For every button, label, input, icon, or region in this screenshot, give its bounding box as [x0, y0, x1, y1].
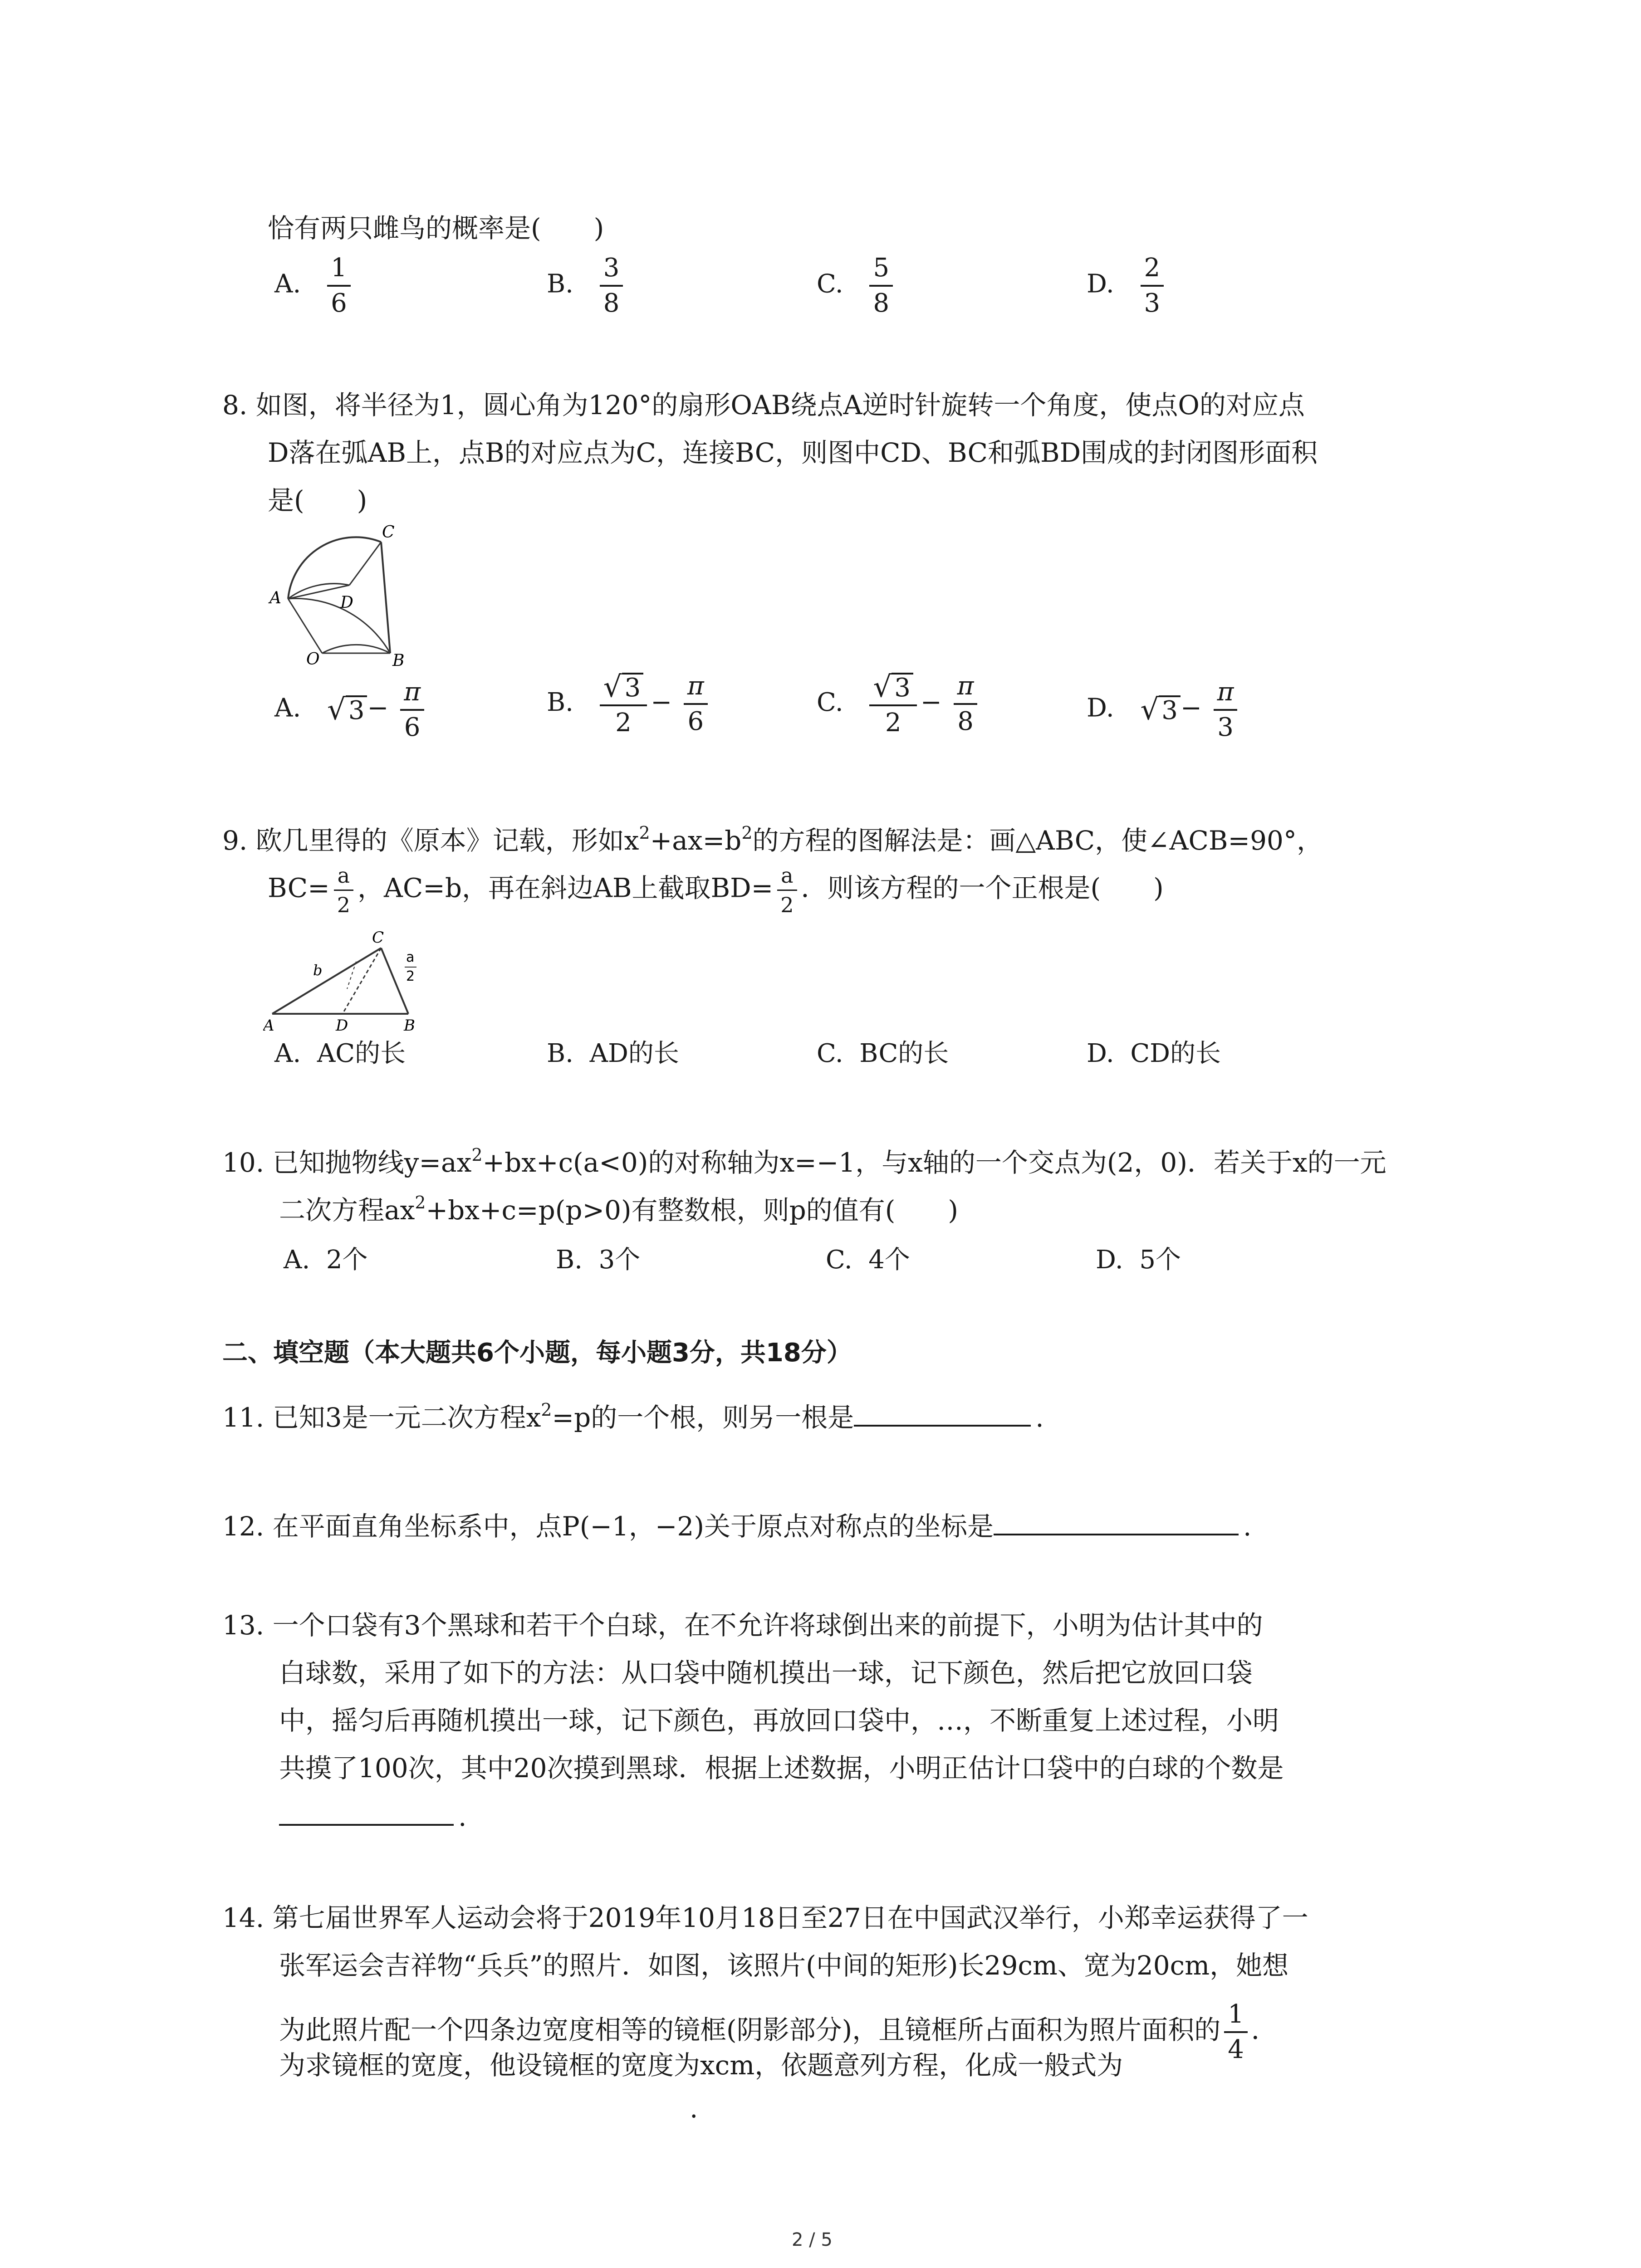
q9-option-c[interactable]: C. BC的长	[817, 1039, 949, 1068]
q11-answer-blank[interactable]	[854, 1399, 1031, 1427]
q9-line-cd	[343, 948, 381, 1014]
q7-option-a[interactable]	[274, 254, 354, 318]
option-fraction: $\frac{3}{8}$	[600, 254, 623, 318]
q9-option-a[interactable]: A. AC的长	[274, 1039, 406, 1068]
q9-label-a: A	[263, 1017, 274, 1034]
q8-option-a[interactable]: A. √ 3 − $\frac{\pi}{6}$	[274, 678, 428, 742]
option-label: A.	[274, 693, 301, 723]
q8-arc-lower	[322, 645, 390, 653]
q7-option-c[interactable]	[817, 254, 896, 318]
q9-line-2: BC= $\frac{a}{2}$ ，AC=b，再在斜边AB上截取BD= $\frac{a}{2}$ ．则该方程的一个正根是( )	[268, 863, 1164, 917]
q9-option-b[interactable]: B. AD的长	[547, 1039, 679, 1068]
q9-figure	[263, 930, 426, 1034]
q8-label-a: A	[269, 589, 281, 607]
q8-option-c[interactable]: C. √ 3 2 − $\frac{\pi}{8}$	[817, 671, 981, 737]
q14-line-3: 为此照片配一个四条边宽度相等的镜框(阴影部分)，且镜框所占面积为照片面积的 $\frac{1}{4}$ ．	[279, 1999, 1278, 2064]
q8-arc-sector	[288, 537, 381, 599]
q8-figure	[263, 522, 426, 671]
q13-answer-line: .	[279, 1799, 466, 1834]
option-fraction: $\frac{5}{8}$	[869, 254, 893, 318]
q9-line-ac	[272, 948, 381, 1014]
q14-line-1: 14. 第七届世界军人运动会将于2019年10月18日至27日在中国武汉举行，小郑幸运获得了一	[222, 1902, 1308, 1933]
q8-option-b[interactable]: B. √ 3 2 − $\frac{\pi}{6}$	[547, 671, 711, 737]
q8-line-1: 8. 如图，将半径为1，圆心角为120°的扇形OAB绕点A逆时针旋转一个角度，使点O的对应点	[222, 390, 1305, 420]
q13-line-2: 白球数，采用了如下的方法：从口袋中随机摸出一球，记下颜色，然后把它放回口袋	[279, 1657, 1253, 1688]
q8-line-oa	[288, 599, 322, 653]
q7-option-b[interactable]	[547, 254, 627, 318]
q10-line-1: 10. 已知抛物线$y=ax^2+bx+c(a<0)$的对称轴为x=−1，与x轴的一个交点为(2，0)．若关于x的一元	[222, 1145, 1386, 1178]
page-number: 2 / 5	[792, 2229, 833, 2250]
q8-label-b: B	[392, 651, 405, 670]
q9-label-b: B	[404, 1017, 415, 1034]
option-label: A.	[274, 269, 301, 299]
q10-option-c[interactable]: C. 4个	[826, 1245, 910, 1275]
q13-answer-blank[interactable]	[279, 1799, 454, 1826]
q8-line-2: D落在弧AB上，点B的对应点为C，连接BC，则图中CD、BC和弧BD围成的封闭图形面积	[268, 437, 1318, 468]
q14-line-2: 张军运会吉祥物“兵兵”的照片．如图，该照片(中间的矩形)长29cm、宽为20cm，她想	[279, 1950, 1289, 1981]
option-label: D.	[1087, 269, 1114, 299]
q13-line-3: 中，摇匀后再随机摸出一球，记下颜色，再放回口袋中，…，不断重复上述过程，小明	[279, 1705, 1279, 1736]
q8-label-o: O	[306, 650, 320, 669]
q7-question-tail: 恰有两只雌鸟的概率是( )	[268, 213, 604, 244]
q9-label-d: D	[336, 1017, 348, 1034]
option-label: D.	[1087, 693, 1114, 723]
q10-line-2: 二次方程$ax^2+bx+c=p(p>0)$有整数根，则p的值有( )	[279, 1193, 958, 1226]
q14-line-4: 为求镜框的宽度，他设镜框的宽度为xcm，依题意列方程，化成一般式为	[279, 2050, 1123, 2081]
option-label: B.	[547, 687, 573, 717]
q9-label-c: C	[372, 930, 384, 947]
q8-line-3: 是( )	[268, 485, 367, 516]
q9-option-d[interactable]: D. CD的长	[1087, 1039, 1221, 1068]
q8-line-cb	[381, 542, 390, 653]
section-title: 二、填空题（本大题共6个小题，每小题3分，共18分）	[222, 1338, 852, 1368]
q13-line-1: 13. 一个口袋有3个黑球和若干个白球，在不允许将球倒出来的前提下，小明为估计其中的	[222, 1610, 1263, 1641]
q13-line-4: 共摸了100次，其中20次摸到黑球．根据上述数据，小明正估计口袋中的白球的个数是	[279, 1753, 1284, 1784]
q14-answer-line: .	[690, 2093, 698, 2124]
q10-option-a[interactable]: A. 2个	[284, 1245, 368, 1275]
q8-line-cd	[349, 542, 381, 585]
q11: 11. 已知3是一元二次方程$x^2=p$的一个根，则另一根是 .	[222, 1400, 1044, 1433]
q9-line-bc	[381, 948, 408, 1014]
q8-arc-ab	[288, 598, 390, 653]
q10-option-b[interactable]: B. 3个	[556, 1245, 641, 1275]
option-label: B.	[547, 269, 573, 299]
q9-label-b-side: b	[313, 962, 323, 979]
option-fraction: $\frac{1}{6}$	[327, 254, 351, 318]
q9-line-1: 9. 欧几里得的《原本》记载，形如$x^2+ax=b^2$的方程的图解法是：画△ABC，使∠ACB=90°，	[222, 823, 1323, 856]
q8-option-d[interactable]: D. √ 3 − $\frac{\pi}{3}$	[1087, 678, 1241, 742]
q9-label-a-side: a	[406, 949, 415, 965]
q12-answer-blank[interactable]	[994, 1508, 1239, 1535]
q12: 12. 在平面直角坐标系中，点P(−1，−2)关于原点对称点的坐标是 .	[222, 1508, 1251, 1544]
q8-label-c: C	[382, 523, 395, 542]
option-label: C.	[817, 269, 843, 299]
option-fraction: $\frac{2}{3}$	[1141, 254, 1164, 318]
q8-label-d: D	[340, 593, 353, 612]
q10-option-d[interactable]: D. 5个	[1096, 1245, 1181, 1275]
q7-option-d[interactable]	[1087, 254, 1167, 318]
option-label: C.	[817, 687, 843, 717]
q9-label-two: 2	[406, 968, 415, 984]
